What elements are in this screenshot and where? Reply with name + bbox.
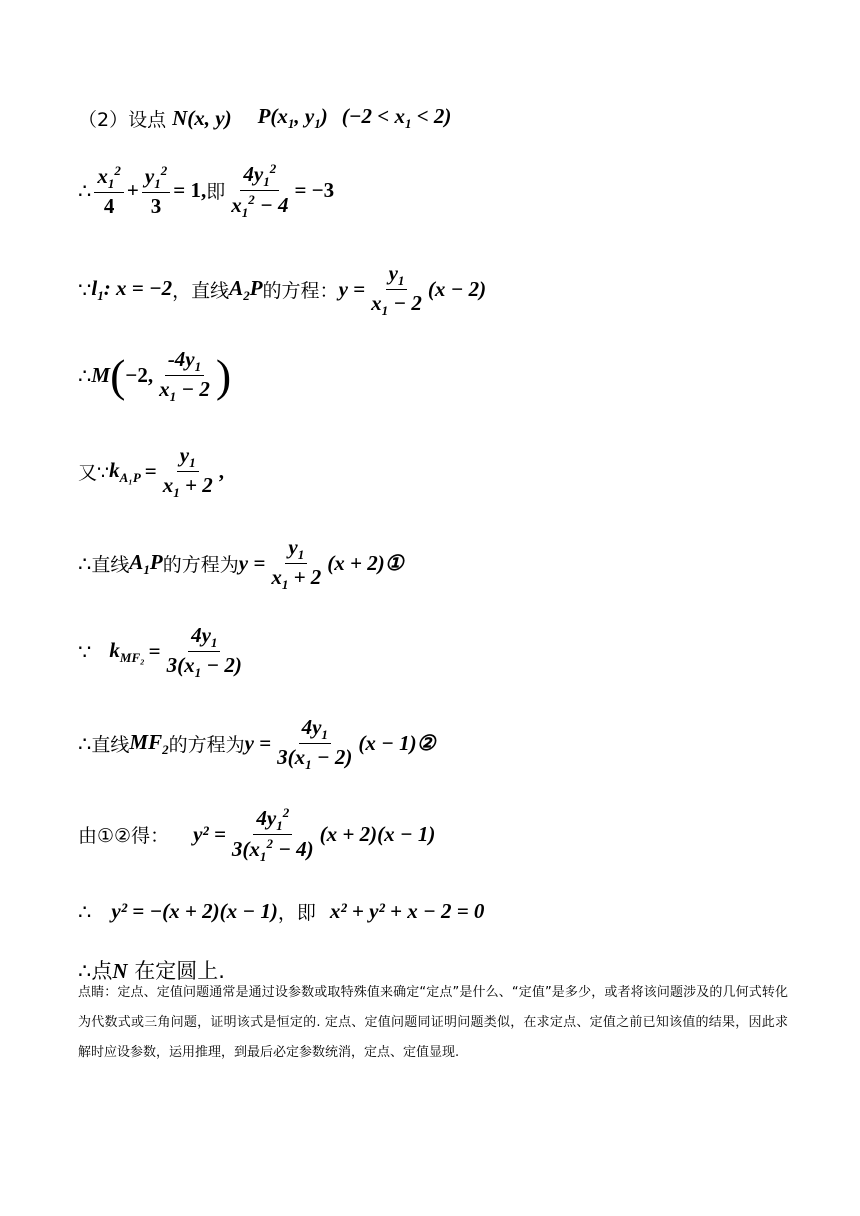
because-symbol: ∵ [78,277,92,302]
y-equals: y = [338,277,366,302]
therefore-symbol: ∴ [78,899,92,924]
fraction-4y1-3x1m2: $\frac{4y_1}{3(x_1 - 2)}$ [166,623,242,681]
slope-label: $k_{MF_2}$ [109,637,145,665]
equation-text: 的方程： [262,280,339,303]
line-text: 直线 [91,734,130,757]
line-mf2 [78,716,435,772]
equation-text: 的方程为 [162,554,239,577]
point-m: M [91,363,111,388]
line-l1: $l_1$: x = −2 [91,275,173,303]
fraction-y1-x1m2: $\frac{y_1}{x_1 - 2}$ [371,261,422,319]
conclusion-end: 在定圆上. [127,959,225,983]
key-point-note: 点睛：定点、定值问题通常是通过设参数或取特殊值来确定“定点”是什么、“定值”是多少，或者将该问题涉及的几何式转化为代数式或三角问题，证明该式是恒定的. 定点、定值问题同证明问题类似，在求定点、定值之前已知该值的结果，因此求解时应设参数，运用推理，到最后必定参数统消，定点、定值显现. [78,985,788,1060]
y-equals: y = [244,731,272,756]
y-equals: y = [238,551,266,576]
equals-one: = 1, [173,178,207,203]
left-paren: ( [110,349,126,401]
therefore-symbol: ∴ [78,178,92,203]
fraction-4y1sq-3: $\frac{4y_1^2}{3(x_1^2 - 4)}$ [231,805,314,865]
factor-xp2: (x + 2)① [327,551,404,576]
fraction-4y1-3x1m2: $\frac{4y_1}{3(x_1 - 2)}$ [277,715,353,773]
equals-minus-three: = −3 [294,178,335,203]
a1p-label: $A_1P$ [129,549,163,577]
line-setup [78,104,451,132]
factor-product: (x + 2)(x − 1) [319,822,436,847]
fraction-m-y: $\frac{-4y_1}{x_1 - 2}$ [159,347,210,405]
ji-text: ，即 [277,902,316,924]
line-a2p [78,262,486,318]
circle-equation-1: y² = −(x + 2)(x − 1) [111,899,278,923]
factor-xm2: (x − 2) [427,277,487,302]
you-because: 又∵ [78,462,110,485]
factor-xm1: (x − 1)② [358,731,436,756]
line-a1p [78,536,404,592]
line-slope-a1p [78,444,224,500]
therefore-symbol: ∴ [78,363,92,388]
line-slope-mf2 [78,624,248,680]
circle-equation-2: x² + y² + x − 2 = 0 [329,899,485,923]
line-combine [78,806,435,864]
fraction-y1sq-3: $\frac{y_1^2}{3}$ [142,164,170,217]
because-symbol: ∵ [78,639,92,664]
equals-sign: = [148,639,161,664]
line-text: ，直线 [172,280,230,303]
slope-label: $k_{A_1P}$ [109,457,141,485]
x-range: $(-2 < x_1 < 2)$ [341,104,452,132]
therefore-symbol: ∴ [78,731,92,756]
setup-prefix: （2）设点 [78,108,167,131]
fraction-y1-x1p2: $\frac{y_1}{x_1 + 2}$ [271,535,322,593]
line-ellipse [78,162,334,220]
line-point-m [78,348,231,404]
line-circle-eq [78,898,484,925]
fraction-x1sq-4: $\frac{x_1^2}{4}$ [94,164,124,217]
point-n: N [112,959,128,983]
conclusion-text: ∴点 [78,959,113,983]
a2p-label: $A_2P$ [229,275,263,303]
equals-sign: = [144,459,157,484]
line-text: 直线 [91,554,130,577]
fraction-4y1sq: $\frac{4y_1^2}{x_1^2 - 4}$ [231,161,289,221]
comma: , [218,459,224,484]
therefore-symbol: ∴ [78,551,92,576]
fraction-y1-x1p2: $\frac{y_1}{x_1 + 2}$ [162,443,213,501]
right-paren: ) [215,349,232,401]
ji-text: 即 [206,181,226,204]
point-p: $P(x_1$, $y_1$) [257,104,328,132]
plus-sign: + [126,178,139,203]
point-n: N(x, y) [172,105,232,130]
x-coordinate: −2, [125,363,154,388]
combine-text: 由①②得： [78,825,170,848]
equation-text: 的方程为 [168,734,245,757]
mf2-label: $MF_2$ [129,729,169,757]
y-squared-equals: y² = [193,822,226,847]
